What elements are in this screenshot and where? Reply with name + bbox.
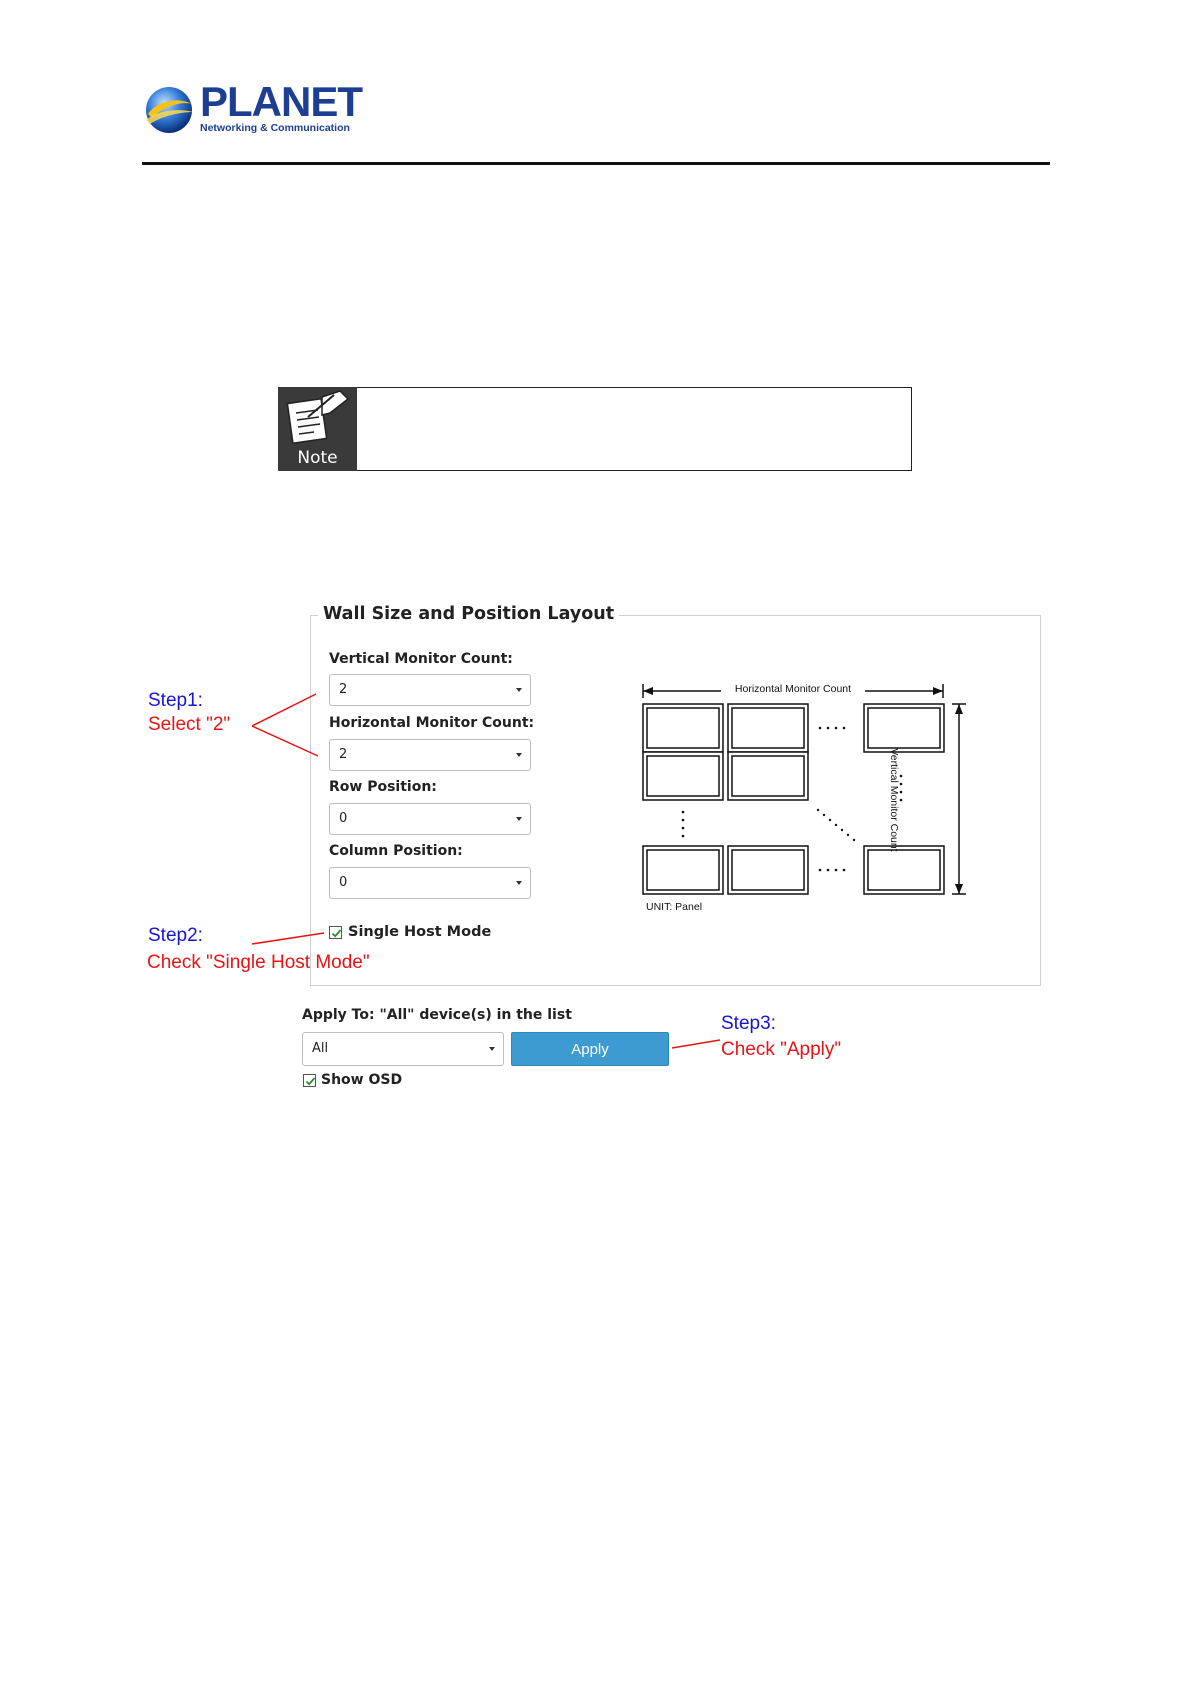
checkmark-icon: [330, 927, 343, 940]
chevron-down-icon: [489, 1047, 495, 1051]
logo-tagline: Networking & Communication: [200, 122, 350, 134]
unit-caption: UNIT: Panel: [646, 901, 703, 913]
vertical-count-label: Vertical Monitor Count:: [329, 651, 513, 667]
planet-logo-icon: [142, 84, 196, 136]
step2-title: Step2:: [148, 925, 203, 946]
chevron-down-icon: [516, 753, 522, 757]
single-host-label: Single Host Mode: [348, 924, 492, 940]
horizontal-count-select[interactable]: [329, 739, 531, 771]
note-box: [278, 387, 912, 471]
note-label: Note: [297, 448, 338, 468]
step3-pointer: [668, 1036, 724, 1054]
vertical-count-select[interactable]: [329, 674, 531, 706]
header-divider: [142, 162, 1050, 165]
step1-title: Step1:: [148, 690, 203, 711]
chevron-down-icon: [516, 881, 522, 885]
apply-to-value: All: [312, 1041, 329, 1056]
step2-pointer: [250, 928, 330, 948]
step3-title: Step3:: [721, 1013, 776, 1034]
step3-text: Check "Apply": [721, 1039, 842, 1060]
horizontal-count-label: Horizontal Monitor Count:: [329, 715, 535, 731]
horizontal-count-value: 2: [339, 747, 348, 762]
apply-button[interactable]: Apply: [511, 1032, 669, 1066]
row-position-value: 0: [339, 811, 348, 826]
step1-text: Select "2": [148, 714, 231, 735]
row-position-label: Row Position:: [329, 779, 437, 795]
horizontal-count-caption: Horizontal Monitor Count: [734, 683, 852, 695]
row-position-select[interactable]: [329, 803, 531, 835]
step1-pointer: [250, 690, 325, 760]
apply-to-label: Apply To: "All" device(s) in the list: [302, 1007, 572, 1023]
single-host-checkbox[interactable]: [329, 926, 342, 939]
chevron-down-icon: [516, 688, 522, 692]
checkmark-icon: [304, 1075, 317, 1088]
column-position-label: Column Position:: [329, 843, 463, 859]
step2-text: Check "Single Host Mode": [147, 952, 370, 973]
wall-diagram: [635, 676, 975, 916]
column-position-select[interactable]: [329, 867, 531, 899]
vertical-count-caption: Vertical Monitor Count: [888, 748, 900, 852]
logo-wordmark: PLANET: [200, 78, 362, 125]
column-position-value: 0: [339, 875, 348, 890]
panel-title: Wall Size and Position Layout: [318, 604, 619, 624]
show-osd-label: Show OSD: [321, 1072, 403, 1088]
vertical-count-value: 2: [339, 682, 348, 697]
chevron-down-icon: [516, 817, 522, 821]
show-osd-checkbox[interactable]: [303, 1074, 316, 1087]
apply-to-select[interactable]: [302, 1032, 504, 1066]
